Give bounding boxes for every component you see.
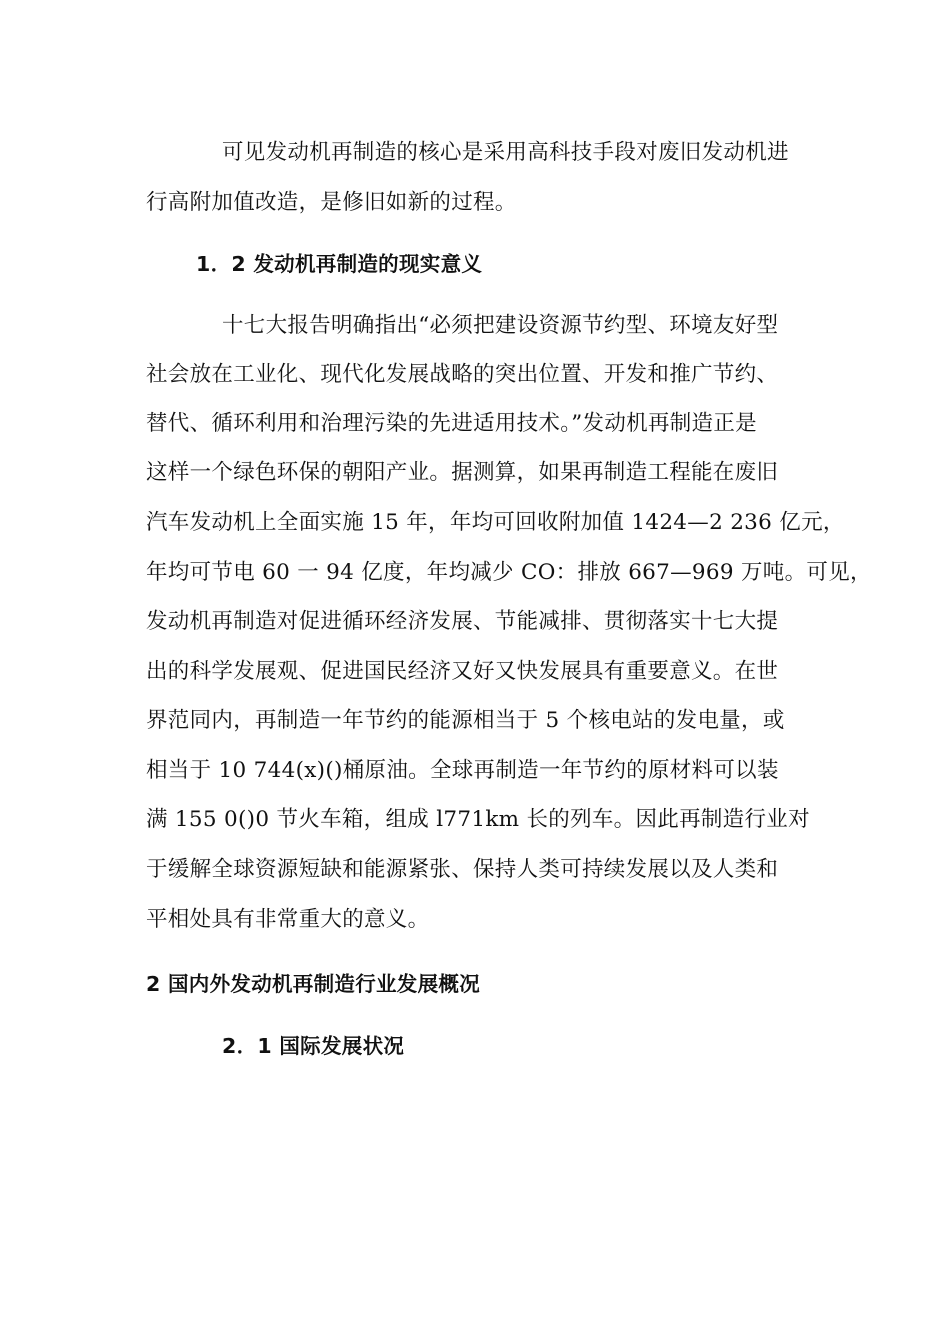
paragraph-line: 汽车发动机上全面实施 15 年，年均可回收附加值 1424—2 236 亿元， xyxy=(146,510,845,535)
paragraph-line: 年均可节电 60 一 94 亿度，年均减少 CO：排放 667—969 万吨。可见， xyxy=(146,560,872,585)
paragraph-line: 社会放在工业化、现代化发展战略的突出位置、开发和推广节约、 xyxy=(146,362,779,387)
paragraph-line: 平相处具有非常重大的意义。 xyxy=(146,907,430,932)
section-heading-2-1: 2．1 国际发展状况 xyxy=(222,1034,405,1058)
paragraph-line: 这样一个绿色环保的朝阳产业。据测算，如果再制造工程能在废旧 xyxy=(146,460,779,485)
paragraph-line: 相当于 10 744(x)()桶原油。全球再制造一年节约的原材料可以装 xyxy=(146,758,779,783)
paragraph-line: 行高附加值改造，是修旧如新的过程。 xyxy=(146,190,517,215)
section-heading-1-2: 1．2 发动机再制造的现实意义 xyxy=(196,252,483,276)
paragraph-line: 可见发动机再制造的核心是采用高科技手段对废旧发动机进 xyxy=(222,140,789,165)
paragraph-line: 出的科学发展观、促进国民经济又好又快发展具有重要意义。在世 xyxy=(146,659,779,684)
paragraph-line: 替代、循环利用和治理污染的先进适用技术。”发动机再制造正是 xyxy=(146,411,757,436)
paragraph-line: 界范同内，再制造一年节约的能源相当于 5 个核电站的发电量，或 xyxy=(146,708,785,733)
section-heading-2: 2 国内外发动机再制造行业发展概况 xyxy=(146,972,480,996)
paragraph-line: 十七大报告明确指出“必须把建设资源节约型、环境友好型 xyxy=(222,313,779,338)
paragraph-line: 发动机再制造对促进循环经济发展、节能减排、贯彻落实十七大提 xyxy=(146,609,779,634)
paragraph-line: 满 155 0()0 节火车箱，组成 l771km 长的列车。因此再制造行业对 xyxy=(146,807,810,832)
paragraph-line: 于缓解全球资源短缺和能源紧张、保持人类可持续发展以及人类和 xyxy=(146,857,779,882)
